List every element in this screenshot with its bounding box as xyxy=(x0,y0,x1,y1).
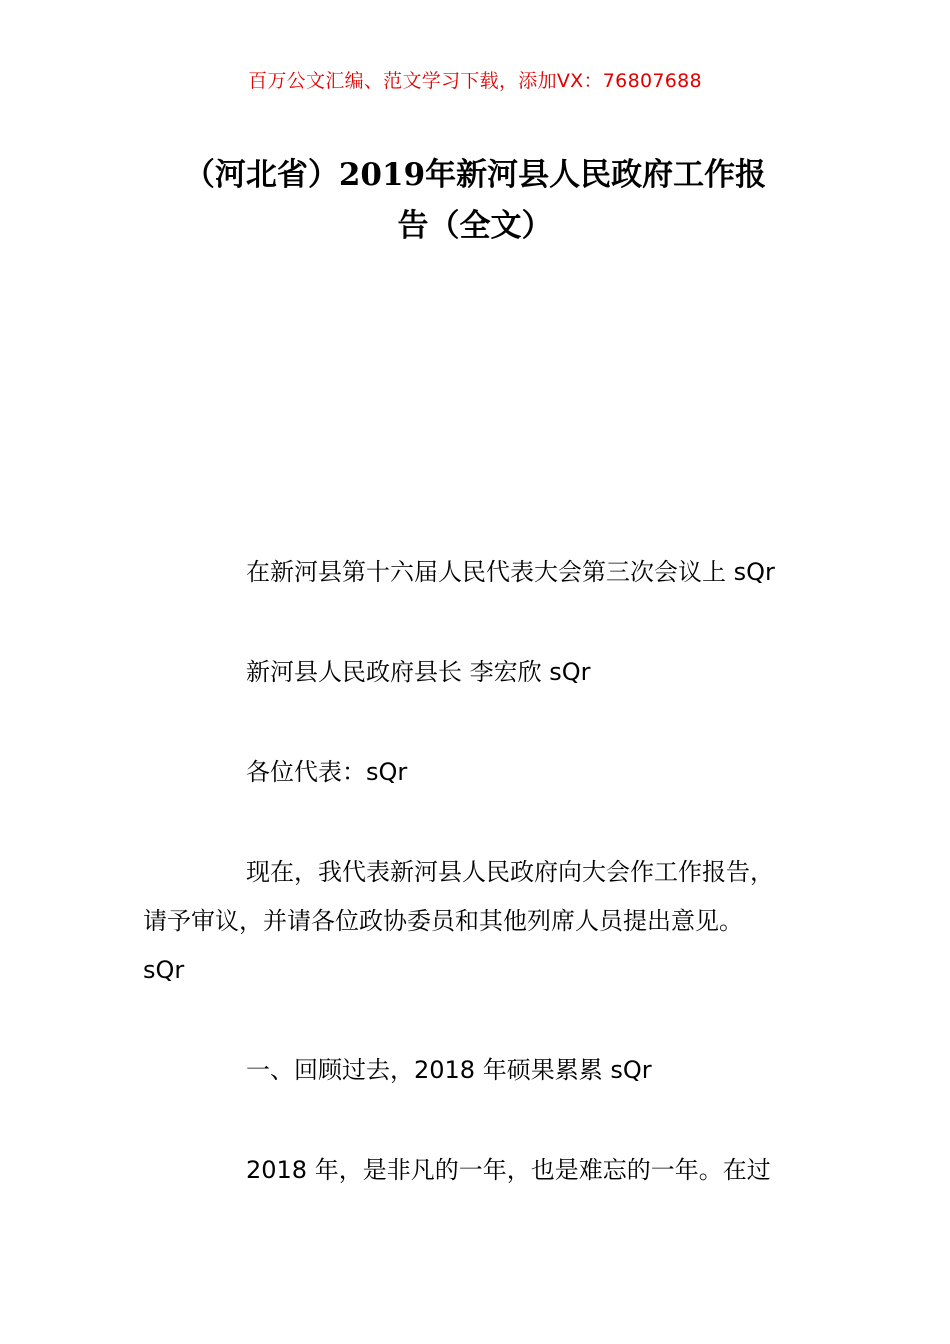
section-1-heading: 一、回顾过去，2018 年硕果累累 sQr xyxy=(246,1056,652,1084)
salutation-line: 各位代表：sQr xyxy=(246,758,408,786)
document-title-line-1: （河北省）2019年新河县人民政府工作报 xyxy=(183,157,767,193)
meeting-line: 在新河县第十六届人民代表大会第三次会议上 sQr xyxy=(246,558,775,586)
speaker-line: 新河县人民政府县长 李宏欣 sQr xyxy=(246,658,591,686)
header-promo-note: 百万公文汇编、范文学习下载，添加VX：76807688 xyxy=(248,70,702,92)
section-1-paragraph-start: 2018 年，是非凡的一年，也是难忘的一年。在过 xyxy=(246,1156,771,1184)
intro-paragraph-line-3: sQr xyxy=(143,956,185,984)
document-title xyxy=(140,150,810,252)
intro-paragraph-line-2: 请予审议，并请各位政协委员和其他列席人员提出意见。 xyxy=(143,907,743,935)
document-title-line-2: 告（全文） xyxy=(397,208,553,244)
intro-paragraph-line-1: 现在，我代表新河县人民政府向大会作工作报告， xyxy=(246,858,774,886)
